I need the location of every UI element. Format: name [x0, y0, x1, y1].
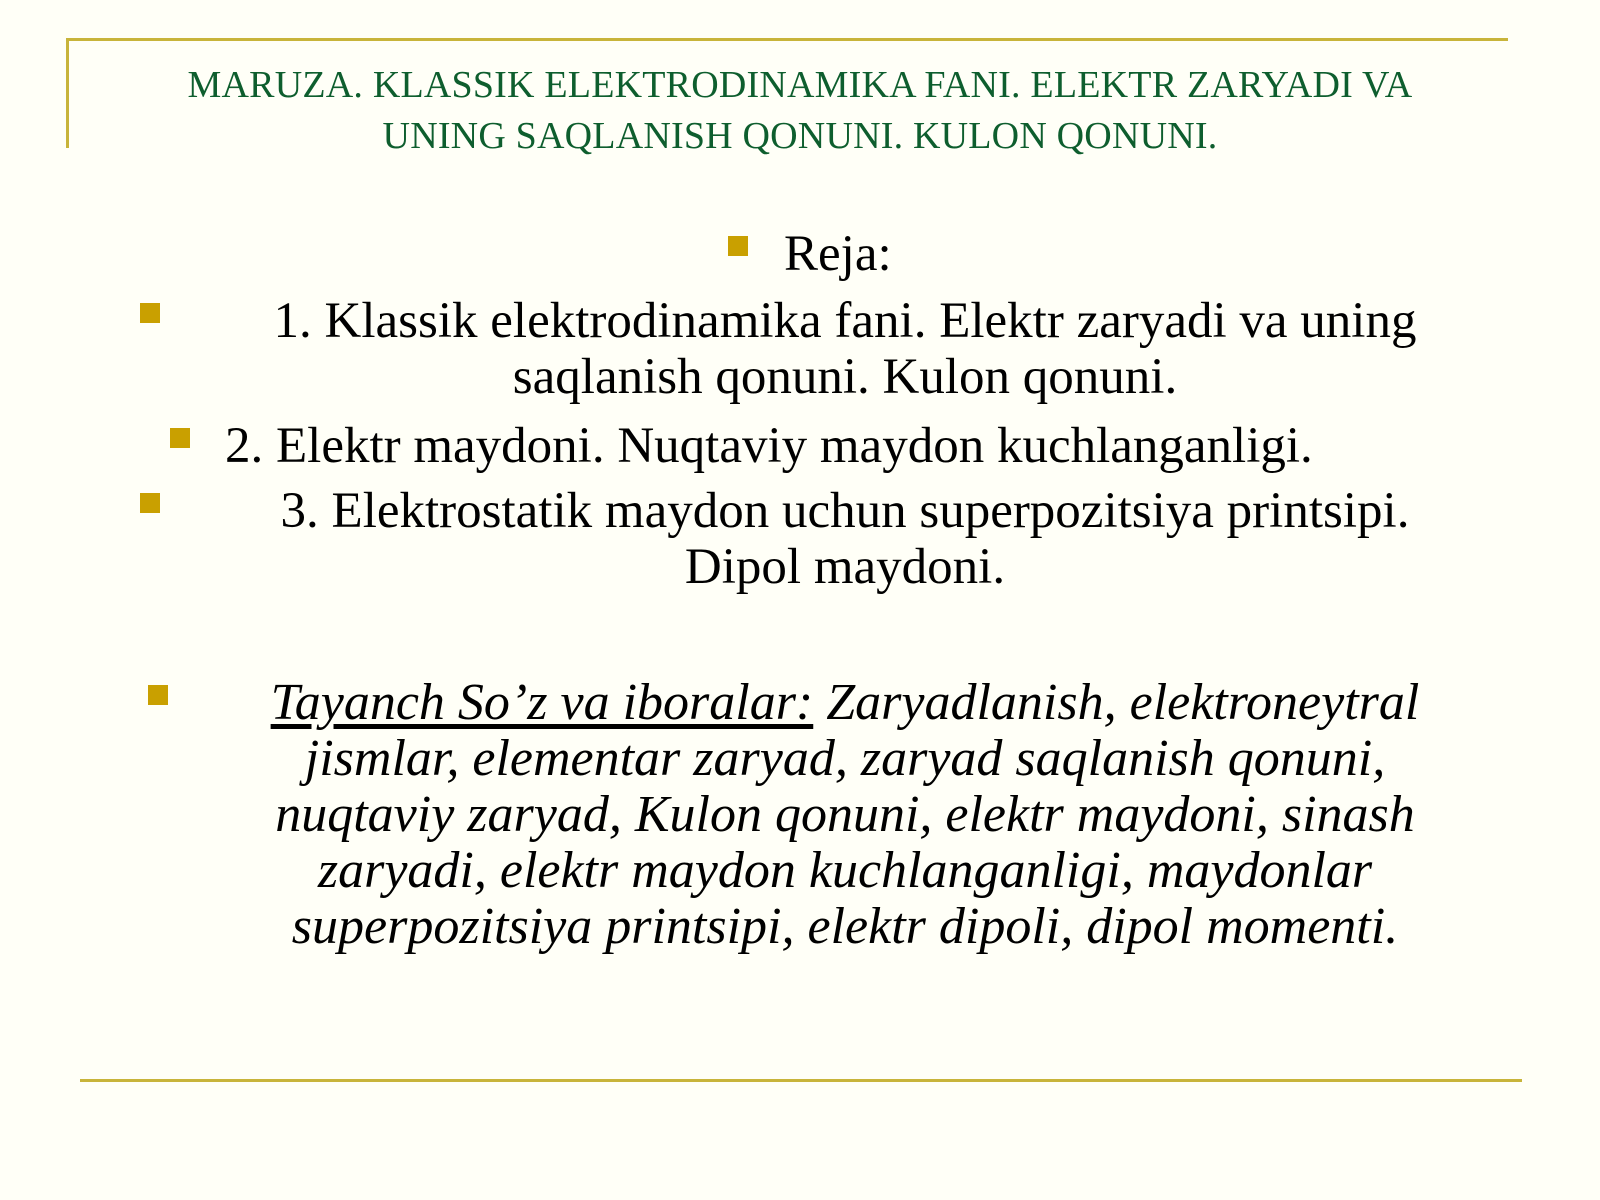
reja-heading: Reja: [784, 226, 892, 282]
keywords-line-3: nuqtaviy zaryad, Kulon qonuni, elektr maydoni, sinash [275, 786, 1415, 843]
keywords-line-1-rest: Zaryadlanish, elektroneytral [813, 674, 1420, 731]
keywords-line-5: superpozitsiya printsipi, elektr dipoli, dipol momenti. [291, 898, 1399, 955]
square-bullet-icon [140, 303, 160, 323]
plan-item-3-text [195, 483, 1495, 595]
keywords-line-1 [200, 675, 1490, 731]
keywords-text [200, 675, 1490, 955]
keywords-line-2: jismlar, elementar zaryad, zaryad saqlanish qonuni, [304, 730, 1386, 787]
slide-title [110, 60, 1490, 162]
plan-item-1-line-1: 1. Klassik elektrodinamika fani. Elektr zaryadi va uning [273, 293, 1417, 349]
square-bullet-icon [728, 236, 748, 256]
title-line-1: MARUZA. KLASSIK ELEKTRODINAMIKA FANI. ELEKTR ZARYADI VA [187, 64, 1413, 106]
plan-item-1-text [195, 293, 1495, 405]
title-frame-left-rule [66, 38, 69, 148]
plan-item-2-line-1: 2. Elektr maydoni. Nuqtaviy maydon kuchlanganligi. [225, 418, 1313, 474]
title-frame-top-rule [66, 38, 1508, 41]
square-bullet-icon [140, 493, 160, 513]
plan-item-3-line-2: Dipol maydoni. [684, 539, 1006, 595]
keywords-label: Tayanch So’z va iboralar: [270, 674, 814, 731]
plan-item-1-line-2: saqlanish qonuni. Kulon qonuni. [512, 349, 1178, 405]
plan-item-3-line-1: 3. Elektrostatik maydon uchun superpozitsiya printsipi. [280, 483, 1410, 539]
keywords-line-4: zaryadi, elektr maydon kuchlanganligi, maydonlar [317, 842, 1373, 899]
title-line-2: UNING SAQLANISH QONUNI. KULON QONUNI. [382, 115, 1218, 157]
bottom-rule [80, 1079, 1522, 1082]
plan-item-2-text [225, 418, 1313, 474]
square-bullet-icon [170, 428, 190, 448]
square-bullet-icon [148, 685, 168, 705]
